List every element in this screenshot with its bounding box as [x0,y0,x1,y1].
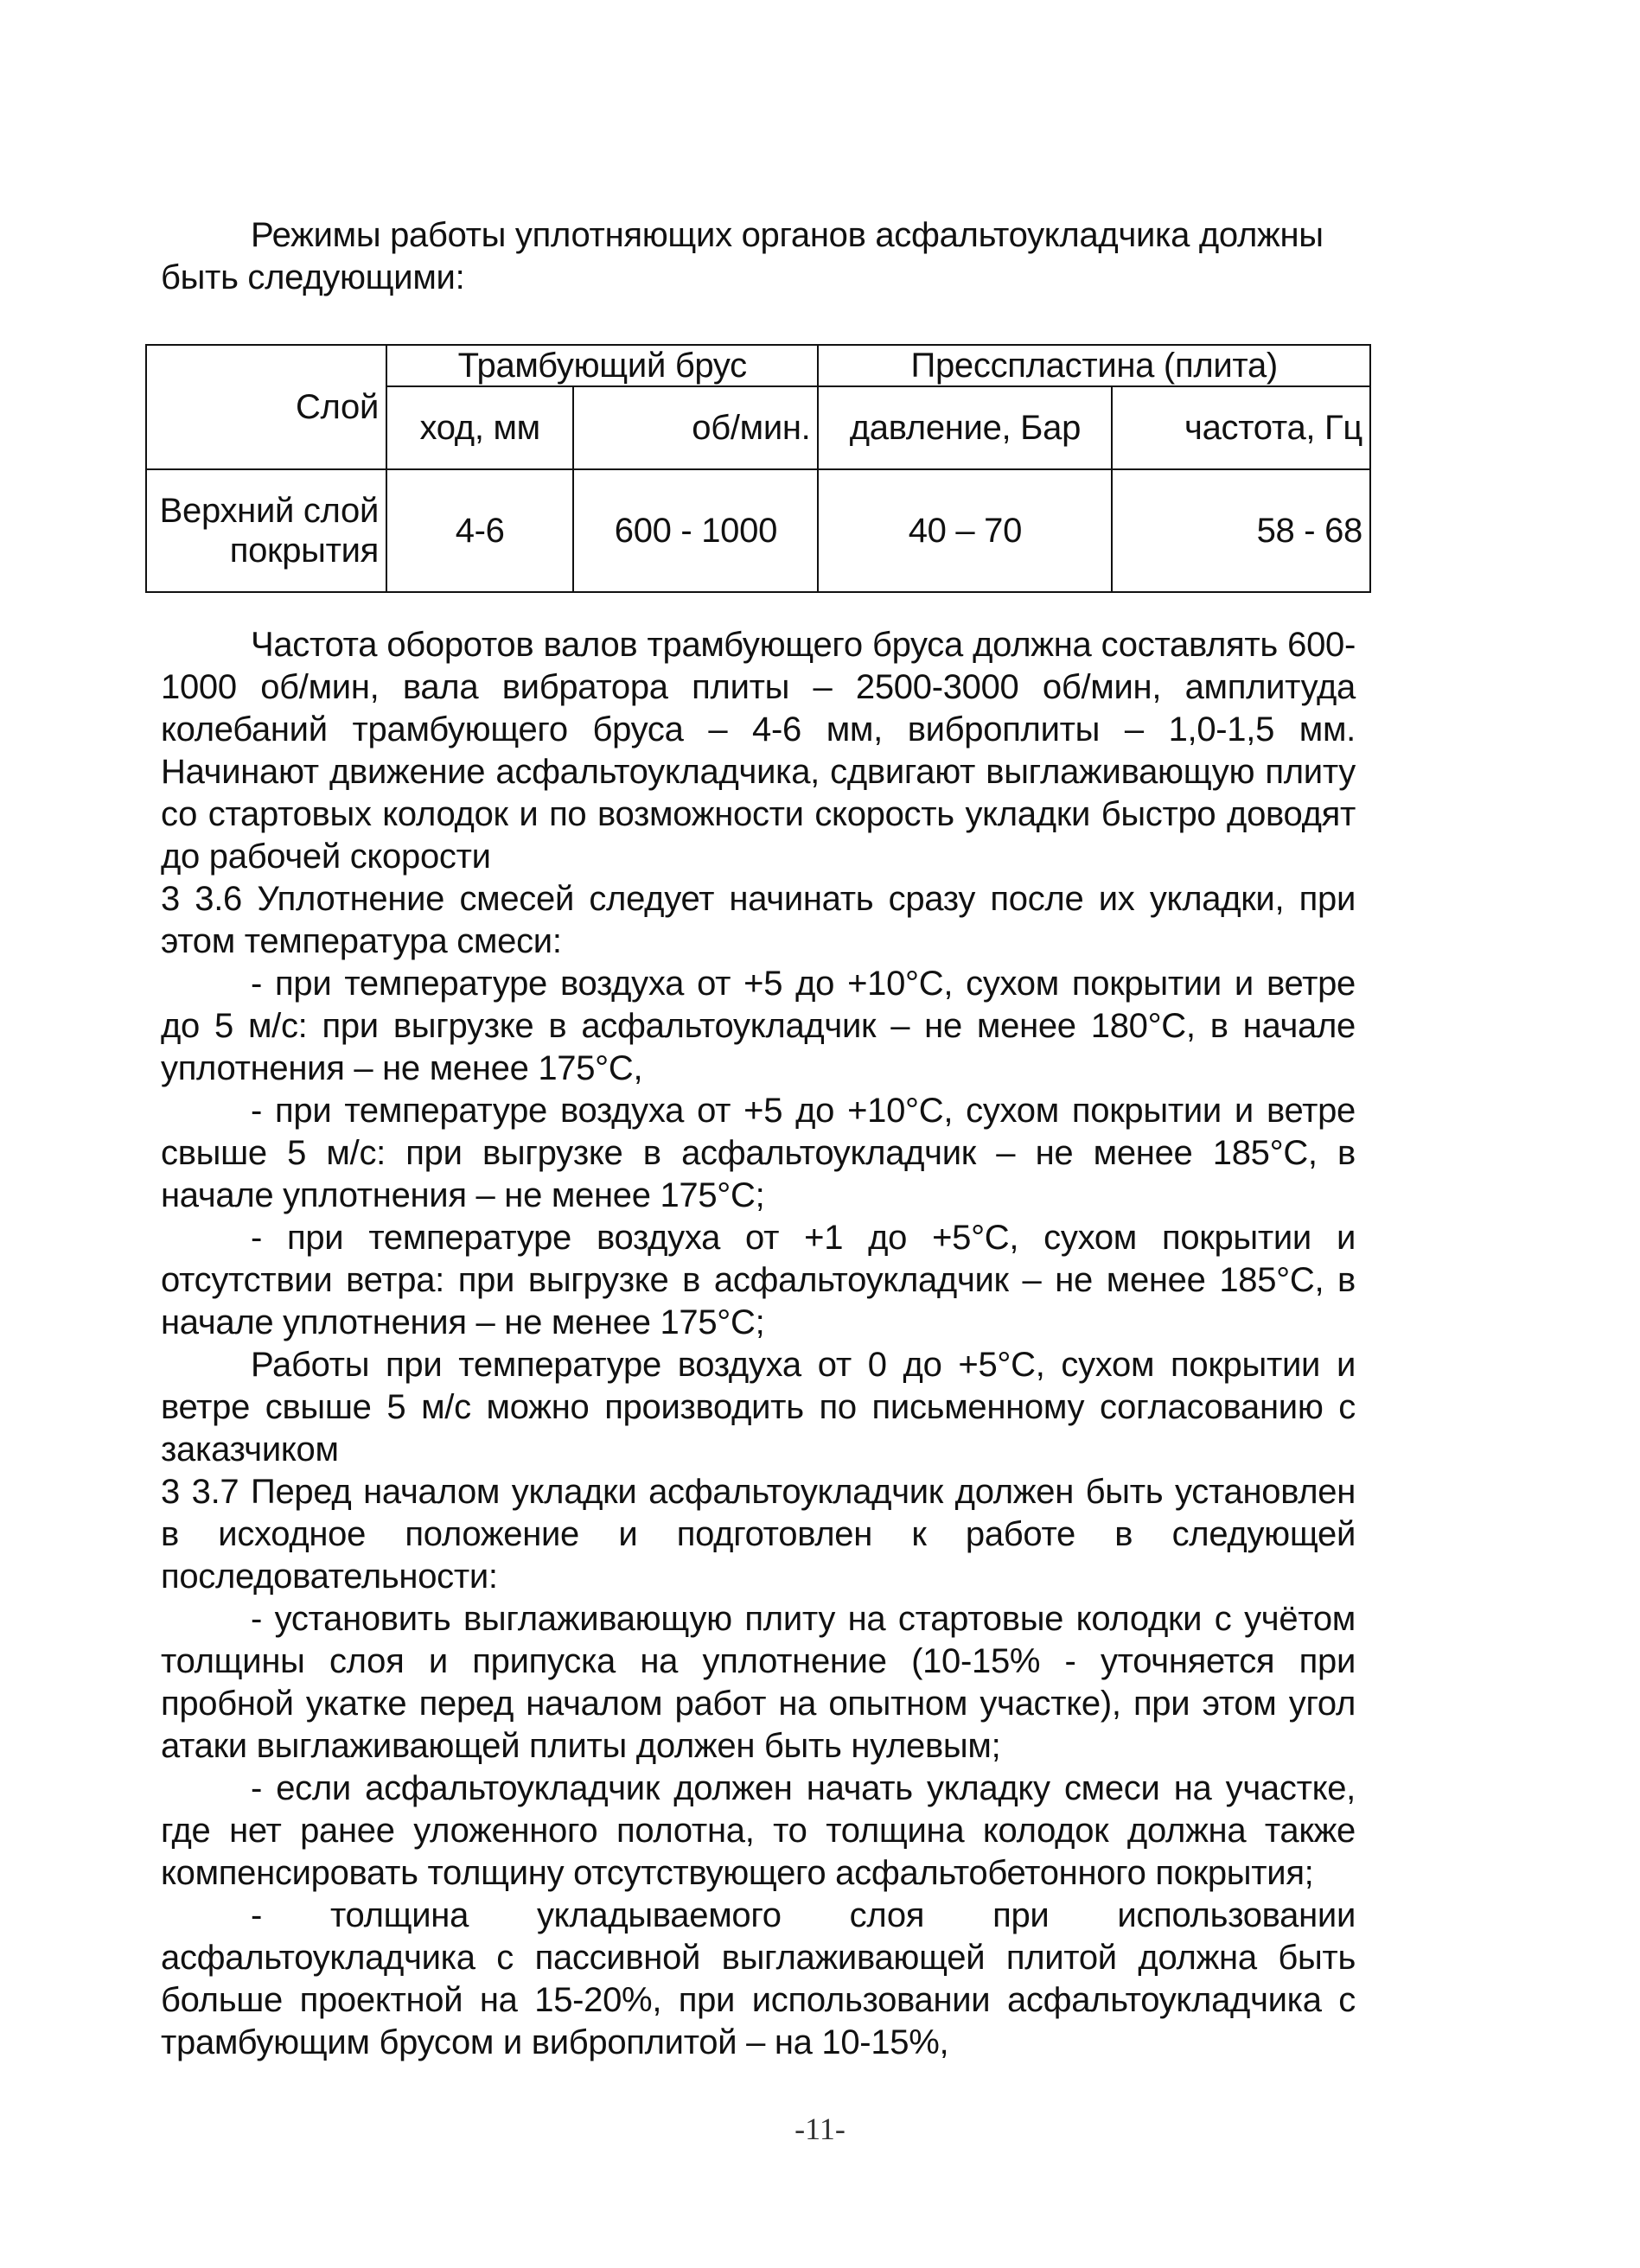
paragraph-works-agreement: Работы при температуре воздуха от 0 до +5°С, сухом покрытии и ветре свыше 5 м/с можно производить по письменному согласованию с заказчиком [161,1346,1356,1468]
list-item-layer-thickness: - толщина укладываемого слоя при использовании асфальтоукладчика с пассивной выглаживающей плитой должна быть больше проектной на 15-20%, при использовании асфальтоукладчика с трамбующим брусом и виброплитой – на 10-15%, [161,1896,1356,2061]
cell-rpm: 600 - 1000 [573,469,818,592]
header-pressure: давление, Бар [818,386,1112,469]
cell-stroke: 4-6 [386,469,573,592]
paragraph-3-3-7: 3 3.7 Перед началом укладки асфальтоукладчик должен быть установлен в исходное положение и подготовлен к работе в следующей последовательности: [161,1473,1356,1596]
header-tamper-bar: Трамбующий брус [386,345,818,386]
header-screed-plate: Пресспластина (плита) [818,345,1370,386]
cell-frequency: 58 - 68 [1112,469,1370,592]
body-text-block [161,624,1356,2064]
cell-layer: Верхний слой покрытия [146,469,386,592]
intro-paragraph: Режимы работы уплотняющих органов асфальтоукладчика должны быть следующими: [161,216,1324,296]
header-frequency: частота, Гц [1112,386,1370,469]
paragraph-3-3-6: 3 3.6 Уплотнение смесей следует начинать сразу после их укладки, при этом температура смеси: [161,880,1356,960]
header-layer: Слой [146,345,386,469]
header-rpm: об/мин. [573,386,818,469]
list-item-temperature-1: - при температуре воздуха от +5 до +10°С, сухом покрытии и ветре до 5 м/с: при выгрузке в асфальтоукладчик – не менее 180°С, в начале уплотнения – не менее 175°С, [161,965,1356,1087]
list-item-blocks-thickness: - если асфальтоукладчик должен начать укладку смеси на участке, где нет ранее уложенного полотна, то толщина колодок должна также компенсировать толщину отсутствующего асфальтобетонного покрытия; [161,1769,1356,1892]
paragraph-rotation-frequency: Частота оборотов валов трамбующего бруса должна составлять 600-1000 об/мин, вала вибратора плиты – 2500-3000 об/мин, амплитуда колебаний трамбующего бруса – 4-6 мм, виброплиты – 1,0-1,5 мм. Начинают движение асфальтоукладчика, сдвигают выглаживающую плиту со стартовых колодок и по возможности скорость укладки быстро доводят до рабочей скорости [161,626,1356,876]
page-number: -11- [794,2112,846,2146]
list-item-screed-setup: - установить выглаживающую плиту на стартовые колодки с учётом толщины слоя и припуска на уплотнение (10-15% - уточняется при пробной укатке перед началом работ на опытном участке), при этом угол атаки выглаживающей плиты должен быть нулевым; [161,1600,1356,1765]
table-header-row-group [146,345,1370,386]
compaction-modes-table [145,344,1371,593]
cell-pressure: 40 – 70 [818,469,1112,592]
list-item-temperature-3: - при температуре воздуха от +1 до +5°С, сухом покрытии и отсутствии ветра: при выгрузке в асфальтоукладчик – не менее 185°С, в начале уплотнения – не менее 175°С; [161,1219,1356,1341]
header-stroke: ход, мм [386,386,573,469]
list-item-temperature-2: - при температуре воздуха от +5 до +10°С, сухом покрытии и ветре свыше 5 м/с: при выгрузке в асфальтоукладчик – не менее 185°С, в начале уплотнения – не менее 175°С; [161,1092,1356,1214]
table-row [146,469,1370,592]
intro-text-block [161,214,1356,299]
